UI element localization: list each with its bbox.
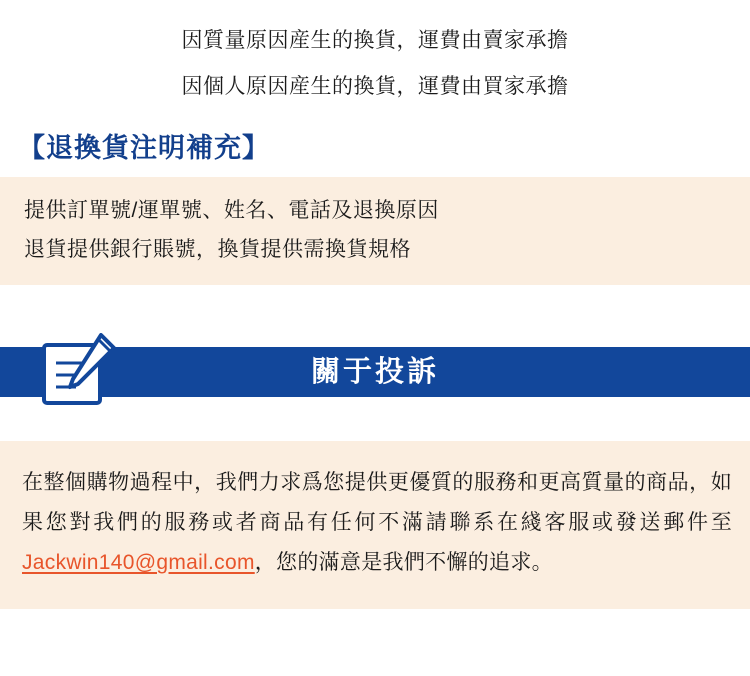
policy-line: 因個人原因産生的換貨，運費由買家承擔 bbox=[181, 75, 569, 98]
note-section-heading: 【退換貨注明補充】 bbox=[18, 133, 270, 163]
pencil-note-icon bbox=[40, 333, 118, 407]
note-line: 提供訂單號/運單號、姓名、電話及退換原因 bbox=[24, 199, 439, 222]
note-line: 退貨提供銀行賬號，換貨提供需換貨規格 bbox=[24, 238, 411, 261]
policy-line: 因質量原因産生的換貨，運費由賣家承擔 bbox=[181, 29, 569, 52]
complaint-banner bbox=[0, 333, 750, 405]
return-policy-list bbox=[0, 0, 750, 110]
closing-box bbox=[0, 441, 750, 609]
closing-paragraph bbox=[22, 463, 732, 583]
closing-text-after-email: ，您的滿意是我們不懈的追求。 bbox=[254, 551, 553, 574]
note-box bbox=[0, 177, 750, 285]
support-email-link[interactable]: Jackwin140@gmail.com bbox=[22, 551, 255, 574]
banner-title: 關于投訴 bbox=[310, 356, 439, 388]
closing-text-before-email: 在整個購物過程中，我們力求爲您提供更優質的服務和更高質量的商品，如果您對我們的服務或者商品有任何不滿請聯系在綫客服或發送郵件至 bbox=[22, 471, 732, 534]
